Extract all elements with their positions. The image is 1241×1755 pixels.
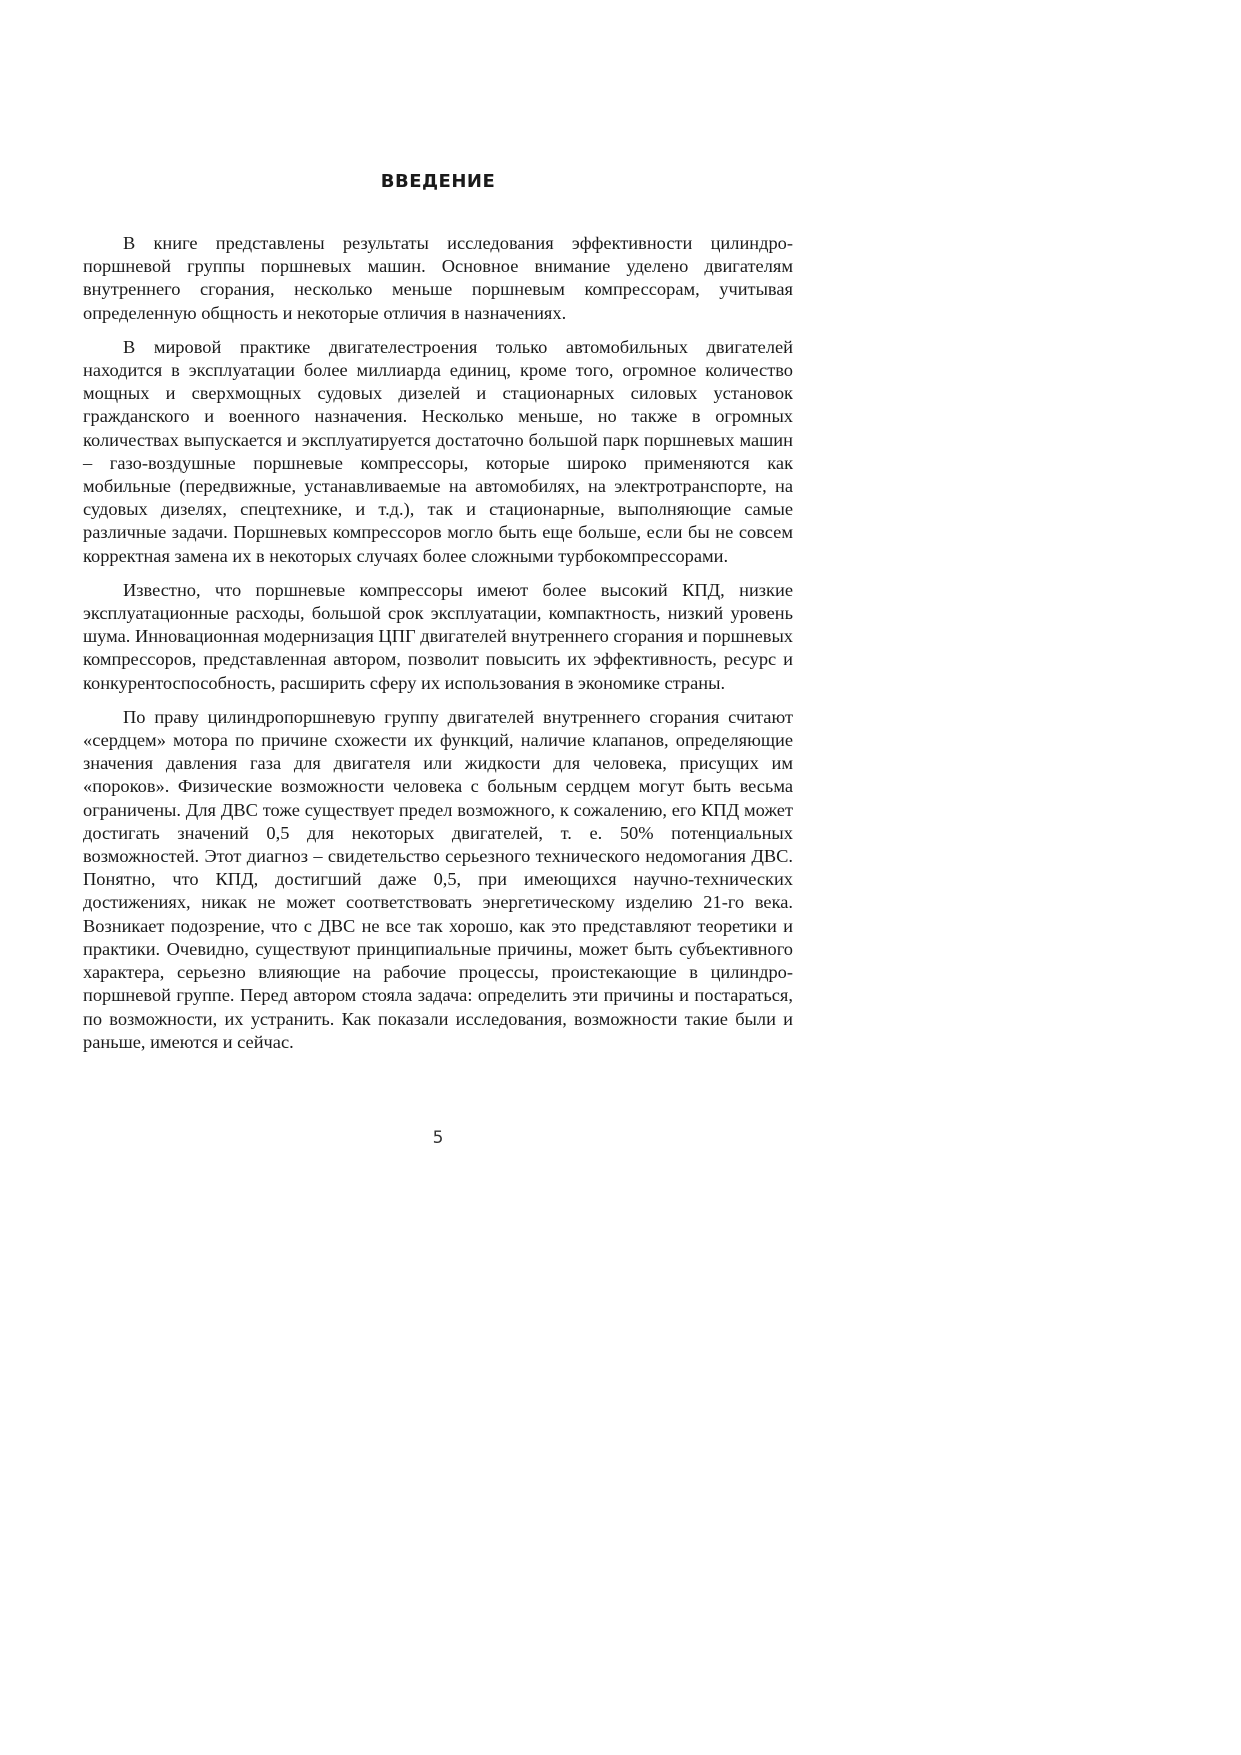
paragraph-3: Известно, что поршневые компрессоры имеют более высокий КПД, низкие эксплуатационные расходы, большой срок эксплуатации, компактность, низкий уровень шума. Инновационная модернизация ЦПГ двигателей внутреннего сгорания и поршневых компрессоров, представленная автором, позволит повысить их эффективность, ресурс и конкурентоспособность, расширить сферу их использования в экономике страны. bbox=[83, 579, 793, 693]
chapter-heading: ВВЕДЕНИЕ bbox=[380, 171, 496, 192]
paragraph-4: По праву цилиндропоршневую группу двигателей внутреннего сгорания считают «сердцем» мотора по причине схожести их функций, наличие клапанов, определяющие значения давления газа для двигателя или жидкости для человека, присущих им «пороков». Физические возможности человека с больным сердцем могут быть весьма ограничены. Для ДВС тоже существует предел возможного, к сожалению, его КПД может достигать значений 0,5 для некоторых двигателей, т. е. 50% потенциальных возможностей. Этот диагноз – свидетельство серьезного технического недомогания ДВС. Понятно, что КПД, достигший даже 0,5, при имеющихся научно-технических достижениях, никак не может соответствовать энергетическому изделию 21-го века. Возникает подозрение, что с ДВС не все так хорошо, как это представляют теоретики и практики. Очевидно, существуют принципиальные причины, может быть субъективного характера, серьезно влияющие на рабочие процессы, проистекающие в цилиндропоршневой группе. Перед автором стояла задача: определить эти причины и постараться, по возможности, их устранить. Как показали исследования, возможности такие были и раньше, имеются и сейчас. bbox=[83, 706, 793, 1052]
page-number: 5 bbox=[432, 1128, 444, 1148]
page-content bbox=[83, 170, 793, 1065]
paragraph-1: В книге представлены результаты исследования эффективности цилиндропоршневой группы поршневых машин. Основное внимание уделено двигателям внутреннего сгорания, несколько меньше поршневым компрессорам, учитывая определенную общность и некоторые отличия в назначениях. bbox=[83, 233, 793, 323]
paragraph-2: В мировой практике двигателестроения только автомобильных двигателей находится в эксплуатации более миллиарда единиц, кроме того, огромное количество мощных и сверхмощных судовых дизелей и стационарных силовых установок гражданского и военного назначения. Несколько меньше, но также в огромных количествах выпускается и эксплуатируется достаточно большой парк поршневых машин – газо-воздушные поршневые компрессоры, которые широко применяются как мобильные (передвижные, устанавливаемые на автомобилях, на электротранспорте, на судовых дизелях, спецтехнике, и т.д.), так и стационарные, выполняющие самые различные задачи. Поршневых компрессоров могло быть еще больше, если бы не совсем корректная замена их в некоторых случаях более сложными турбокомпрессорами. bbox=[83, 336, 793, 566]
